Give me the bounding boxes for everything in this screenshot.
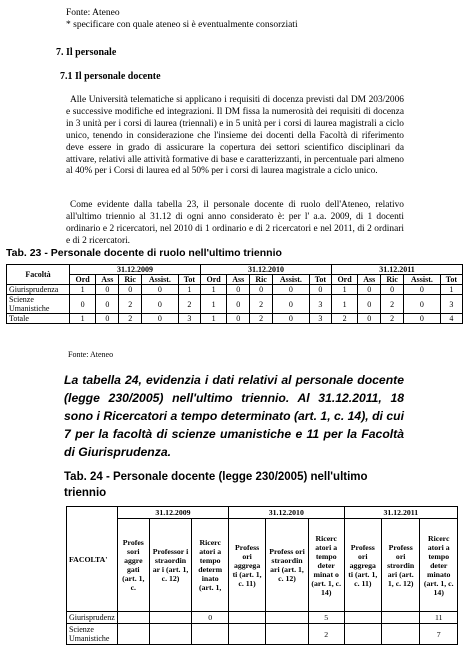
row-label: Giurisprudenz bbox=[67, 612, 118, 624]
cell: 0 bbox=[358, 314, 381, 324]
cell: 0 bbox=[403, 285, 440, 295]
cell: 0 bbox=[119, 285, 142, 295]
col-ord: Ord bbox=[331, 275, 357, 285]
row-label: Scienze Umanistiche bbox=[7, 295, 70, 314]
col-assist: Assist. bbox=[141, 275, 178, 285]
table24-year-row bbox=[67, 507, 458, 519]
cell: 2 bbox=[250, 295, 273, 314]
cell: 2 bbox=[119, 295, 142, 314]
table23-year-2011: 31.12.2011 bbox=[331, 265, 462, 275]
cell: 3 bbox=[309, 314, 331, 324]
table24 bbox=[66, 506, 458, 645]
cell: 0 bbox=[227, 314, 250, 324]
subsection-heading: 7.1 Il personale docente bbox=[60, 71, 161, 82]
cell: 0 bbox=[141, 285, 178, 295]
cell: 0 bbox=[358, 285, 381, 295]
cell bbox=[192, 624, 229, 645]
table24-caption: Tab. 24 - Personale docente (legge 230/2005) nell'ultimo triennio bbox=[64, 471, 368, 499]
col-assist: Assist. bbox=[272, 275, 309, 285]
source-note-table23: Fonte: Ateneo bbox=[68, 350, 114, 359]
col-professori-aggregati: Profess ori aggrega ti (art. 1, c. 11) bbox=[228, 519, 265, 612]
table23-year-2010: 31.12.2010 bbox=[200, 265, 331, 275]
cell: 0 bbox=[250, 285, 273, 295]
cell: 4 bbox=[440, 314, 462, 324]
cell: 0 bbox=[96, 314, 119, 324]
cell bbox=[344, 612, 381, 624]
cell: 0 bbox=[141, 295, 178, 314]
row-label: Scienze Umanistiche bbox=[67, 624, 118, 645]
col-ricercatori-tempo-determinato: Ricerc atori a tempo deter minat o (art. 1, c. 14) bbox=[308, 519, 344, 612]
cell: 0 bbox=[227, 285, 250, 295]
cell bbox=[149, 624, 192, 645]
cell bbox=[266, 624, 309, 645]
col-professori-aggregati: Profes sori aggre gati (art. 1, c. bbox=[118, 519, 150, 612]
table23 bbox=[6, 264, 463, 324]
col-tot: Tot bbox=[309, 275, 331, 285]
table-row bbox=[7, 285, 463, 295]
cell: 0 bbox=[309, 285, 331, 295]
col-professori-straordinari: Professor i straordin ar i (art. 1, c. 12) bbox=[149, 519, 192, 612]
cell: 0 bbox=[272, 295, 309, 314]
cell bbox=[381, 624, 420, 645]
cell: 1 bbox=[200, 295, 226, 314]
paragraph-table23-summary: Come evidente dalla tabella 23, il personale docente di ruolo dell'Ateneo, relativo all'ultimo triennio al 31.12 di ogni anno considerato è: per l' a.a. 2009, di 1 docenti ordinario e 2 ricercatori, nel 2010 di 1 ordinario e di 2 ricercatori e nel 2011, di 2 ordinari e di 2 ricercatori. bbox=[66, 200, 404, 246]
cell: 2 bbox=[119, 314, 142, 324]
table24-year-2009: 31.12.2009 bbox=[118, 507, 229, 519]
col-professori-aggregati: Profess ori aggrega ti (art. 1, c. 11) bbox=[344, 519, 381, 612]
cell: 0 bbox=[96, 295, 119, 314]
cell bbox=[381, 612, 420, 624]
cell bbox=[118, 624, 150, 645]
cell: 0 bbox=[403, 314, 440, 324]
row-label: Giurisprudenza bbox=[7, 285, 70, 295]
cell: 0 bbox=[141, 314, 178, 324]
col-ass: Ass bbox=[358, 275, 381, 285]
col-ricercatori-tempo-determinato: Ricerc atori a tempo deter minato (art. 1, c. 14) bbox=[420, 519, 458, 612]
col-ass: Ass bbox=[227, 275, 250, 285]
table-row bbox=[67, 612, 458, 624]
cell: 2 bbox=[250, 314, 273, 324]
table23-facolta-header: Facoltà bbox=[7, 265, 70, 285]
cell bbox=[266, 612, 309, 624]
table24-year-2011: 31.12.2011 bbox=[344, 507, 457, 519]
footnote: * specificare con quale ateneo si è eventualmente consorziati bbox=[66, 20, 298, 30]
cell: 3 bbox=[178, 314, 200, 324]
cell: 1 bbox=[178, 285, 200, 295]
section-heading: 7. Il personale bbox=[56, 47, 117, 58]
cell: 1 bbox=[200, 285, 226, 295]
source-note-top: Fonte: Ateneo bbox=[66, 8, 120, 18]
cell: 7 bbox=[420, 624, 458, 645]
cell: 1 bbox=[331, 295, 357, 314]
table23-caption: Tab. 23 - Personale docente di ruolo nell'ultimo triennio bbox=[6, 247, 282, 259]
table23-year-row bbox=[7, 265, 463, 275]
col-ord: Ord bbox=[70, 275, 96, 285]
cell: 1 bbox=[70, 285, 96, 295]
highlight-paragraph: La tabella 24, evidenzia i dati relativi al personale docente (legge 230/2005) nell'ultimo triennio. Al 31.12.2011, 18 sono i Ricercatori a tempo determinato (art. 1, c. 14), di cui 7 per la facoltà di scienze umanistiche e 11 per la Facoltà di Giurisprudenza. bbox=[64, 373, 404, 459]
col-professori-straordinari: Profess ori strordin ari (art. 1, c. 12) bbox=[381, 519, 420, 612]
cell: 2 bbox=[308, 624, 344, 645]
col-ass: Ass bbox=[96, 275, 119, 285]
col-ricercatori-tempo-determinato: Ricerc atori a tempo determ inato (art. 1, bbox=[192, 519, 229, 612]
table-row-total bbox=[7, 314, 463, 324]
cell: 0 bbox=[192, 612, 229, 624]
cell: 0 bbox=[381, 285, 404, 295]
col-tot: Tot bbox=[440, 275, 462, 285]
cell: 3 bbox=[440, 295, 462, 314]
cell: 0 bbox=[272, 285, 309, 295]
table23-year-2009: 31.12.2009 bbox=[70, 265, 201, 275]
cell: 0 bbox=[96, 285, 119, 295]
cell: 3 bbox=[309, 295, 331, 314]
cell: 2 bbox=[381, 295, 404, 314]
col-ord: Ord bbox=[200, 275, 226, 285]
cell: 0 bbox=[227, 295, 250, 314]
table24-subheader-row bbox=[67, 519, 458, 612]
col-ric: Ric bbox=[250, 275, 273, 285]
cell bbox=[228, 612, 265, 624]
cell: 1 bbox=[331, 285, 357, 295]
cell: 2 bbox=[331, 314, 357, 324]
cell: 1 bbox=[70, 314, 96, 324]
cell: 2 bbox=[381, 314, 404, 324]
table-row bbox=[67, 624, 458, 645]
table24-year-2010: 31.12.2010 bbox=[228, 507, 344, 519]
row-label: Totale bbox=[7, 314, 70, 324]
cell bbox=[149, 612, 192, 624]
cell bbox=[228, 624, 265, 645]
cell: 11 bbox=[420, 612, 458, 624]
cell bbox=[118, 612, 150, 624]
cell: 0 bbox=[403, 295, 440, 314]
cell bbox=[344, 624, 381, 645]
table23-subheader-row bbox=[7, 275, 463, 285]
cell: 2 bbox=[178, 295, 200, 314]
cell: 0 bbox=[272, 314, 309, 324]
col-ric: Ric bbox=[119, 275, 142, 285]
col-ric: Ric bbox=[381, 275, 404, 285]
cell: 0 bbox=[70, 295, 96, 314]
table24-facolta-header: FACOLTA' bbox=[67, 507, 118, 612]
cell: 5 bbox=[308, 612, 344, 624]
cell: 1 bbox=[440, 285, 462, 295]
cell: 1 bbox=[200, 314, 226, 324]
cell: 0 bbox=[358, 295, 381, 314]
col-tot: Tot bbox=[178, 275, 200, 285]
paragraph-requirements: Alle Università telematiche si applicano i requisiti di docenza previsti dal DM 203/2006 e successive modifiche ed integrazioni. Il DM fissa la numerosità dei requisiti di docenza in 3 unità per i corsi di laurea (triennali) e in 5 unità per i corsi di laurea magistrali a ciclo unico, tenendo in considerazione che l'insieme dei docenti della Facoltà di riferimento deve essere in grado di assicurare la copertura dei settori scientifico disciplinari da attivare, relativi alle attività formative di base e caratterizzanti, in percentuale pari almeno al 40% per i Corsi di laurea ed al 50% per i corsi di laurea magistrale a ciclo unico. bbox=[66, 95, 404, 177]
table-row bbox=[7, 295, 463, 314]
col-assist: Assist. bbox=[403, 275, 440, 285]
col-professori-straordinari: Profess ori straordin ari (art. 1, c. 12) bbox=[266, 519, 309, 612]
